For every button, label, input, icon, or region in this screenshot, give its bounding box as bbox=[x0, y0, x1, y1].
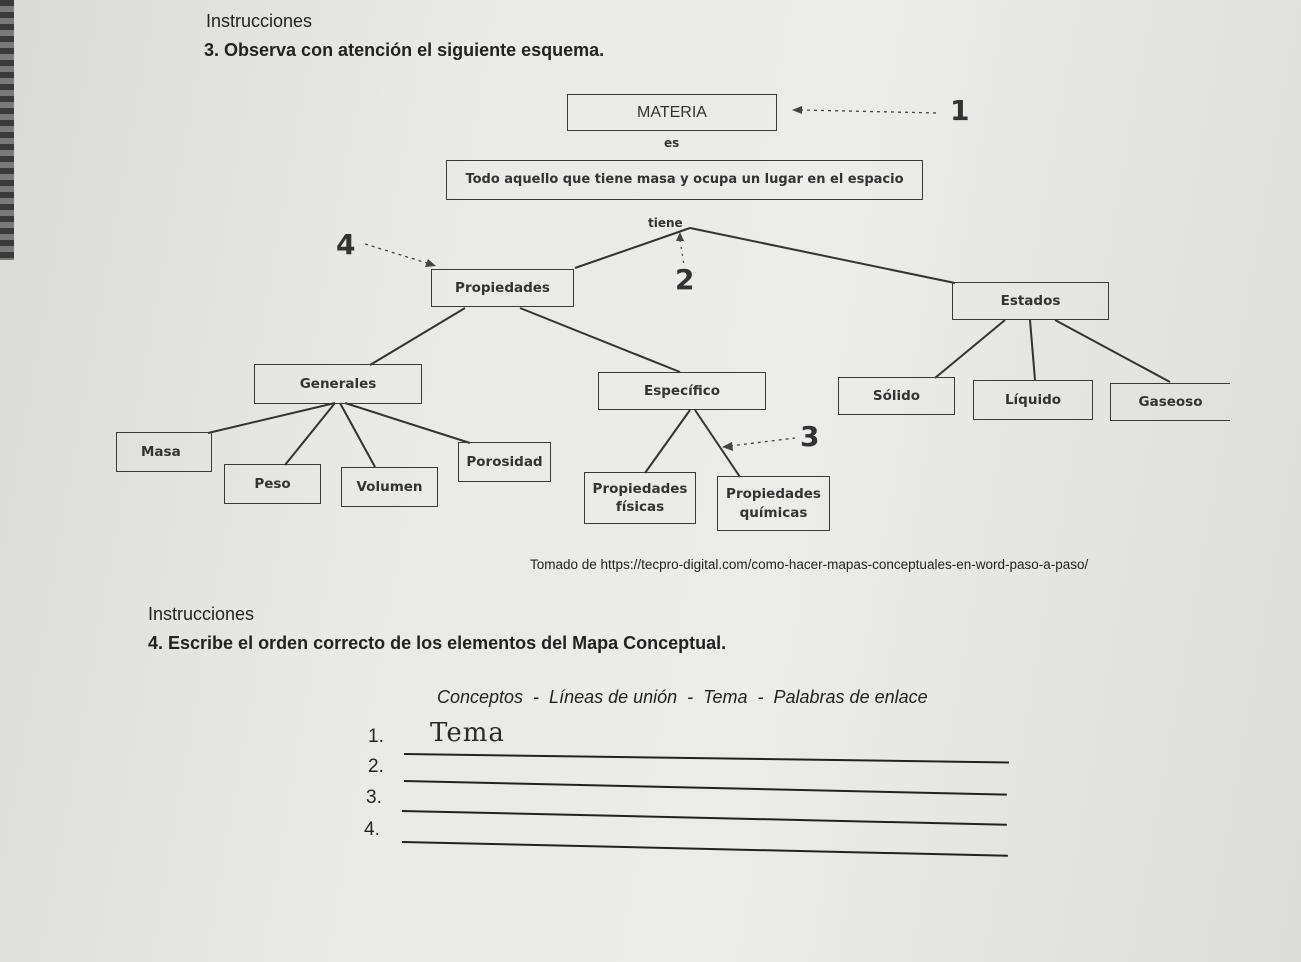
source-citation: Tomado de https://tecpro-digital.com/como-hacer-mapas-conceptuales-en-word-paso-a-paso/ bbox=[530, 557, 1089, 572]
concept-liquido: Líquido bbox=[973, 380, 1093, 420]
concept-materia: MATERIA bbox=[567, 94, 777, 131]
concept-volumen: Volumen bbox=[341, 467, 438, 507]
section3-instruction: 3. Observa con atención el siguiente esquema. bbox=[204, 40, 605, 60]
item-3-label: 3. bbox=[366, 787, 382, 808]
marker-3: 3 bbox=[800, 420, 820, 453]
concept-gaseoso: Gaseoso bbox=[1110, 383, 1230, 421]
concept-definicion: Todo aquello que tiene masa y ocupa un lugar en el espacio bbox=[446, 160, 923, 200]
section4-instruction: 4. Escribe el orden correcto de los elementos del Mapa Conceptual. bbox=[148, 633, 727, 653]
concept-propiedades-quimicas bbox=[717, 476, 830, 531]
item-4-label: 4. bbox=[364, 819, 380, 840]
answer-1-handwritten: Tema bbox=[430, 718, 505, 748]
propiedades-quimicas-line2: químicas bbox=[739, 504, 808, 521]
concept-generales: Generales bbox=[254, 364, 422, 404]
concept-especifico: Específico bbox=[598, 372, 766, 410]
section3-heading: Instrucciones bbox=[206, 11, 313, 31]
link-es: es bbox=[664, 136, 680, 150]
concept-propiedades: Propiedades bbox=[431, 269, 574, 307]
marker-1: 1 bbox=[950, 94, 970, 127]
propiedades-fisicas-line1: Propiedades bbox=[592, 480, 688, 497]
link-tiene: tiene bbox=[648, 216, 683, 230]
concept-estados: Estados bbox=[952, 282, 1109, 320]
options-list: Conceptos - Líneas de unión - Tema - Palabras de enlace bbox=[437, 687, 928, 707]
item-1-label: 1. bbox=[368, 726, 384, 747]
section4-heading: Instrucciones bbox=[148, 604, 255, 624]
concept-porosidad: Porosidad bbox=[458, 442, 551, 482]
propiedades-quimicas-line1: Propiedades bbox=[726, 486, 821, 503]
marker-4: 4 bbox=[336, 228, 356, 261]
concept-masa: Masa bbox=[116, 432, 212, 472]
propiedades-fisicas-line2: físicas bbox=[615, 499, 665, 515]
marker-2: 2 bbox=[675, 263, 695, 296]
item-2-label: 2. bbox=[368, 756, 384, 777]
concept-propiedades-fisicas bbox=[584, 472, 696, 524]
concept-solido: Sólido bbox=[838, 377, 955, 415]
concept-peso: Peso bbox=[224, 464, 321, 504]
